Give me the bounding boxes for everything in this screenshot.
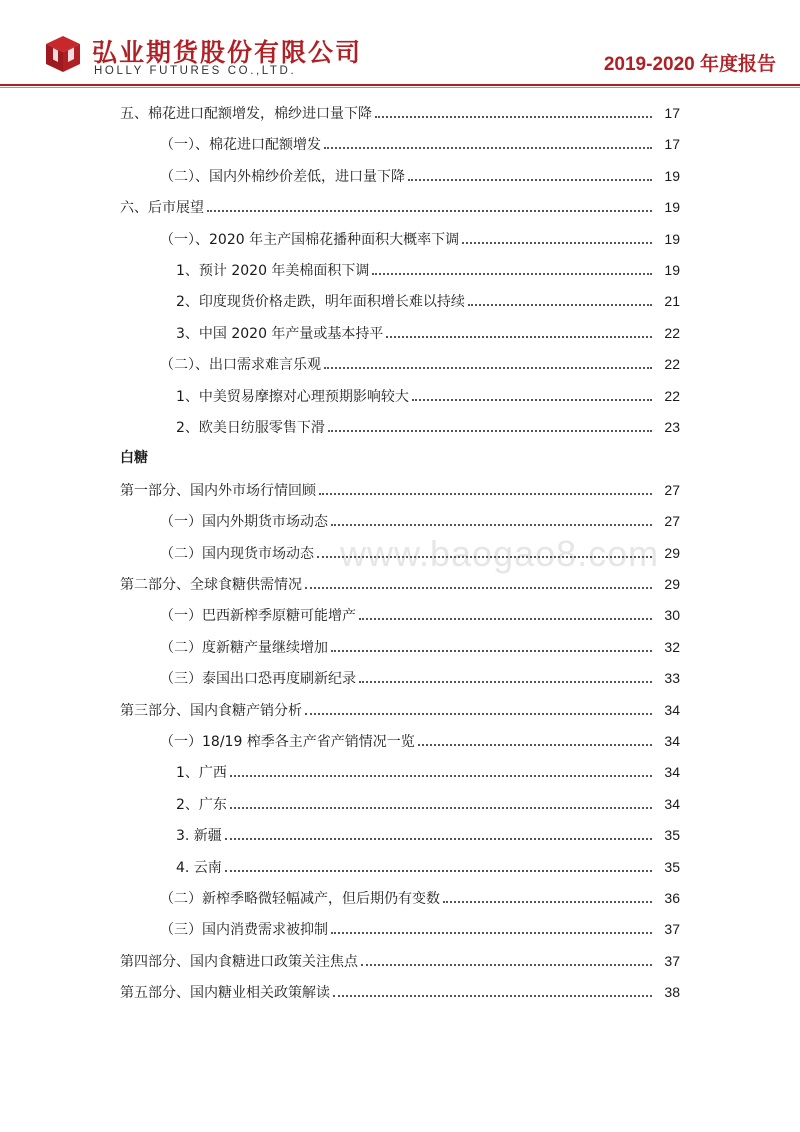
- toc-entry[interactable]: [160, 729, 680, 753]
- toc-page-number: 27: [664, 513, 680, 529]
- toc-entry-label: （二）、国内外棉纱价差低，进口量下降: [160, 169, 405, 185]
- toc-entry[interactable]: [176, 760, 680, 784]
- toc-leader-dots: [443, 901, 652, 903]
- toc-leader-dots: [462, 242, 652, 244]
- toc-leader-dots: [361, 964, 652, 966]
- toc-entry-label: 1、广西: [176, 765, 227, 781]
- toc-leader-dots: [331, 524, 652, 526]
- toc-entry-label: 2、印度现货价格走跌，明年面积增长难以持续: [176, 294, 465, 310]
- toc-page-number: 35: [664, 859, 680, 875]
- toc-page-number: 22: [664, 388, 680, 404]
- toc-entry[interactable]: [176, 792, 680, 816]
- toc-entry[interactable]: [160, 917, 680, 941]
- toc-entry[interactable]: [160, 666, 680, 690]
- toc-entry[interactable]: [160, 132, 680, 156]
- toc-page-number: 29: [664, 545, 680, 561]
- toc-leader-dots: [372, 273, 652, 275]
- toc-entry-label: 第一部分、国内外市场行情回顾: [120, 483, 316, 499]
- toc-leader-dots: [324, 367, 652, 369]
- toc-leader-dots: [331, 650, 652, 652]
- toc-page-number: 17: [664, 136, 680, 152]
- toc-entry-label: 1、中美贸易摩擦对心理预期影响较大: [176, 389, 409, 405]
- toc-leader-dots: [408, 179, 652, 181]
- toc-leader-dots: [359, 618, 652, 620]
- report-title: 2019-2020 年度报告: [603, 54, 776, 75]
- toc-page-number: 22: [664, 356, 680, 372]
- toc-entry-label: （一）巴西新榨季原糖可能增产: [160, 608, 356, 624]
- toc-leader-dots: [412, 399, 652, 401]
- toc-leader-dots: [328, 430, 652, 432]
- toc-page-number: 37: [664, 953, 680, 969]
- company-name-cn: 弘业期货股份有限公司: [92, 38, 363, 67]
- toc-page-number: 23: [664, 419, 680, 435]
- toc-entry[interactable]: [160, 352, 680, 376]
- toc-entry-label: （二）国内现货市场动态: [160, 546, 314, 562]
- toc-entry-label: 第二部分、全球食糖供需情况: [120, 577, 302, 593]
- toc-entry-label: 1、预计 2020 年美棉面积下调: [176, 263, 370, 279]
- toc-entry[interactable]: [160, 509, 680, 533]
- toc-entry[interactable]: [176, 855, 680, 879]
- toc-leader-dots: [319, 493, 652, 495]
- toc-page-number: 29: [664, 576, 680, 592]
- page-header: [0, 0, 800, 88]
- toc-leader-dots: [230, 807, 652, 809]
- toc-page-number: 19: [664, 168, 680, 184]
- toc-leader-dots: [331, 932, 652, 934]
- toc-page-number: 37: [664, 921, 680, 937]
- toc-page-number: 19: [664, 231, 680, 247]
- toc-entry-label: 2、广东: [176, 797, 227, 813]
- toc-leader-dots: [468, 304, 652, 306]
- toc-entry[interactable]: [160, 603, 680, 627]
- toc-entry-label: （一）、2020 年主产国棉花播种面积大概率下调: [160, 232, 460, 248]
- toc-entry[interactable]: [160, 227, 680, 251]
- header-divider-thin: [0, 87, 800, 88]
- toc-entry[interactable]: [160, 164, 680, 188]
- toc-page-number: 22: [664, 325, 680, 341]
- toc-entry-label: （一）18/19 榨季各主产省产销情况一览: [160, 734, 415, 750]
- toc-page-number: 33: [664, 670, 680, 686]
- toc-page-number: 34: [664, 796, 680, 812]
- toc-entry-label: 第四部分、国内食糖进口政策关注焦点: [120, 954, 358, 970]
- toc-entry-label: 第五部分、国内糖业相关政策解读: [120, 985, 330, 1001]
- toc-entry[interactable]: [120, 478, 680, 502]
- toc-page-number: 32: [664, 639, 680, 655]
- toc-leader-dots: [225, 838, 652, 840]
- toc-entry-label: 2、欧美日纺服零售下滑: [176, 420, 325, 436]
- toc-entry[interactable]: [160, 541, 680, 565]
- toc-entry[interactable]: [120, 949, 680, 973]
- toc-entry[interactable]: [120, 980, 680, 1004]
- toc-leader-dots: [305, 587, 652, 589]
- toc-entry[interactable]: [120, 698, 680, 722]
- toc-leader-dots: [386, 336, 652, 338]
- toc-entry-label: 4. 云南: [176, 860, 222, 876]
- toc-entry[interactable]: [160, 886, 680, 910]
- header-divider: [0, 84, 800, 86]
- toc-page-number: 30: [664, 607, 680, 623]
- toc-entry[interactable]: [120, 101, 680, 125]
- toc-page-number: 34: [664, 733, 680, 749]
- toc-page-number: 19: [664, 262, 680, 278]
- toc-entry-label: （二）度新糖产量继续增加: [160, 640, 328, 656]
- toc-page-number: 17: [664, 105, 680, 121]
- toc-leader-dots: [225, 870, 652, 872]
- toc-heading-sugar: 白糖: [120, 450, 148, 466]
- toc-entry[interactable]: [176, 289, 680, 313]
- toc-entry-label: （一）、棉花进口配额增发: [160, 137, 321, 153]
- toc-entry[interactable]: [120, 572, 680, 596]
- toc-entry-label: （二）新榨季略微轻幅减产，但后期仍有变数: [160, 891, 440, 907]
- toc-leader-dots: [207, 210, 652, 212]
- toc-page-number: 27: [664, 482, 680, 498]
- toc-page-number: 34: [664, 764, 680, 780]
- company-name-en: HOLLY FUTURES CO.,LTD.: [94, 65, 297, 77]
- toc-entry[interactable]: [176, 321, 680, 345]
- toc-entry[interactable]: [176, 384, 680, 408]
- toc-entry-label: 3. 新疆: [176, 828, 222, 844]
- toc-entry-label: （二）、出口需求难言乐观: [160, 357, 321, 373]
- toc-page-number: 21: [664, 293, 680, 309]
- toc-entry[interactable]: [176, 415, 680, 439]
- toc-entry-label: 3、中国 2020 年产量或基本持平: [176, 326, 384, 342]
- watermark: www.baogao8.com: [340, 533, 660, 574]
- toc-entry-label: 五、棉花进口配额增发，棉纱进口量下降: [120, 106, 372, 122]
- toc-leader-dots: [230, 775, 652, 777]
- toc-entry[interactable]: [120, 195, 680, 219]
- toc-leader-dots: [324, 147, 652, 149]
- toc-leader-dots: [359, 681, 652, 683]
- toc-page-number: 34: [664, 702, 680, 718]
- toc-entry-label: （一）国内外期货市场动态: [160, 514, 328, 530]
- toc-entry-label: 六、后市展望: [120, 200, 204, 216]
- toc-page-number: 19: [664, 199, 680, 215]
- toc-entry[interactable]: [160, 635, 680, 659]
- toc-leader-dots: [375, 116, 652, 118]
- toc-page-number: 38: [664, 984, 680, 1000]
- toc-entry[interactable]: [176, 258, 680, 282]
- toc-leader-dots: [333, 995, 652, 997]
- toc-leader-dots: [305, 713, 652, 715]
- toc-page-number: 36: [664, 890, 680, 906]
- cube-logo-icon: [44, 34, 82, 74]
- toc-page-number: 35: [664, 827, 680, 843]
- toc-entry[interactable]: [176, 823, 680, 847]
- toc-leader-dots: [418, 744, 652, 746]
- toc-entry-label: （三）国内消费需求被抑制: [160, 922, 328, 938]
- toc-leader-dots: [317, 556, 652, 558]
- toc-entry-label: （三）泰国出口恐再度刷新纪录: [160, 671, 356, 687]
- toc-entry-label: 第三部分、国内食糖产销分析: [120, 703, 302, 719]
